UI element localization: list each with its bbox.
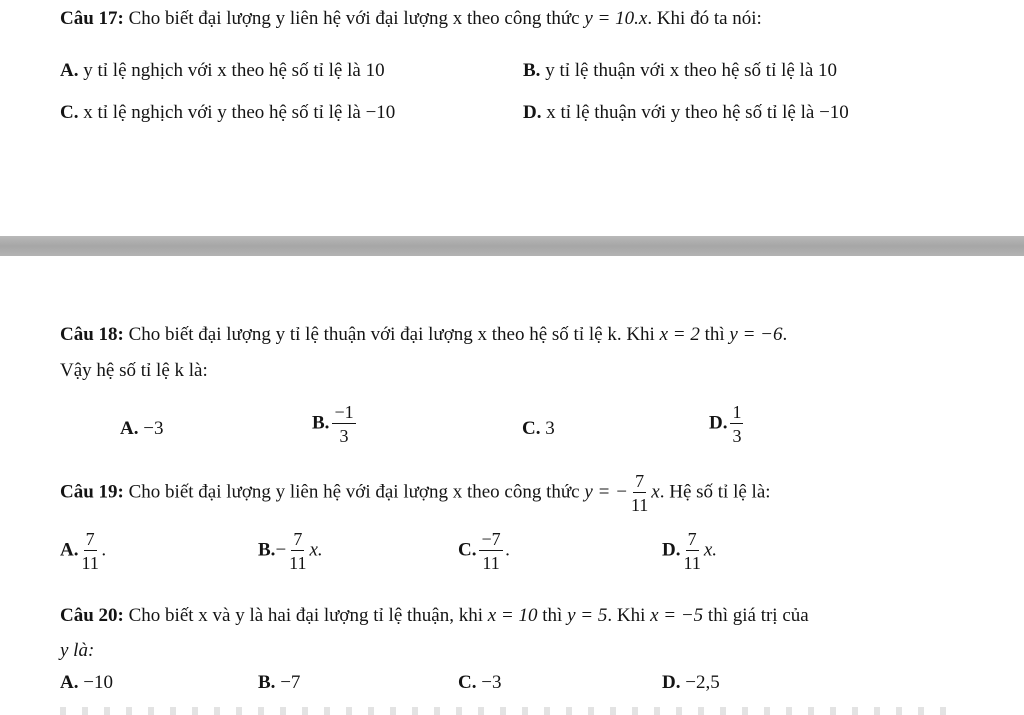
fraction: $\frac{7}{11}$ — [81, 529, 99, 573]
q18-option-b[interactable]: B. $\frac{-1}{3}$ — [312, 402, 354, 446]
q17-option-b[interactable]: B. y tỉ lệ thuận với x theo hệ số tỉ lệ là 10 — [523, 60, 838, 81]
q20-option-d[interactable]: D. −2,5 — [662, 672, 720, 693]
q19-option-a[interactable]: A. $\frac{7}{11}$ . — [60, 529, 107, 573]
question-17-label: Câu 17: — [60, 8, 124, 29]
q20-option-c[interactable]: C. −3 — [458, 672, 502, 693]
question-20-stem: Câu 20: Cho biết x và y là hai đại lượng tỉ lệ thuận, khi x = 10 thì y = 5. Khi x = −5 thì giá trị của — [60, 605, 809, 626]
fraction: $\frac{7}{11}$ — [630, 471, 649, 515]
q18-option-d[interactable]: D. $\frac{1}{3}$ — [709, 402, 742, 446]
question-18-line2: Vậy hệ số tỉ lệ k là: — [60, 360, 208, 381]
question-18-label: Câu 18: — [60, 324, 124, 345]
question-17-stem — [60, 8, 762, 30]
question-19-label: Câu 19: — [60, 481, 124, 503]
q19-option-c[interactable]: C. $\frac{-7}{11}$ . — [458, 529, 511, 573]
section-divider — [0, 236, 1024, 256]
fraction: $\frac{1}{3}$ — [732, 402, 742, 446]
fraction: $\frac{-7}{11}$ — [481, 529, 501, 573]
question-20-label: Câu 20: — [60, 605, 124, 626]
q17-option-c[interactable]: C. x tỉ lệ nghịch với y theo hệ số tỉ lệ là −10 — [60, 102, 396, 123]
q18-option-c[interactable]: C. 3 — [522, 418, 555, 439]
q20-option-b[interactable]: B. −7 — [258, 672, 301, 693]
question-18-stem: Câu 18: Cho biết đại lượng y tỉ lệ thuận với đại lượng x theo hệ số tỉ lệ k. Khi x = 2 thì y = −6. — [60, 324, 788, 345]
q17-option-d[interactable]: D. x tỉ lệ thuận với y theo hệ số tỉ lệ là −10 — [523, 102, 849, 123]
q19-option-d[interactable]: D. $\frac{7}{11}$ x. — [662, 529, 718, 573]
question-17-tail: . Khi đó ta nói: — [647, 8, 762, 29]
question-17-formula: y = 10.x — [584, 8, 648, 29]
q17-option-a[interactable]: A. y tỉ lệ nghịch với x theo hệ số tỉ lệ là 10 — [60, 60, 385, 81]
fraction: $\frac{7}{11}$ — [683, 529, 701, 573]
question-20-line2: y là: — [60, 640, 95, 661]
q20-option-a[interactable]: A. −10 — [60, 672, 113, 693]
question-19-stem: Câu 19: Cho biết đại lượng y liên hệ với đại lượng x theo công thức y = − $\frac{7}{11}$ x. Hệ số tỉ lệ là: — [60, 471, 771, 515]
cutoff-text-remnant — [60, 707, 960, 715]
q19-option-b[interactable]: B.− $\frac{7}{11}$ x. — [258, 529, 323, 573]
fraction: $\frac{-1}{3}$ — [334, 402, 354, 446]
fraction: $\frac{7}{11}$ — [289, 529, 307, 573]
q18-option-a[interactable]: A. −3 — [120, 418, 164, 439]
question-17-text: Cho biết đại lượng y liên hệ với đại lượng x theo công thức — [123, 8, 585, 29]
